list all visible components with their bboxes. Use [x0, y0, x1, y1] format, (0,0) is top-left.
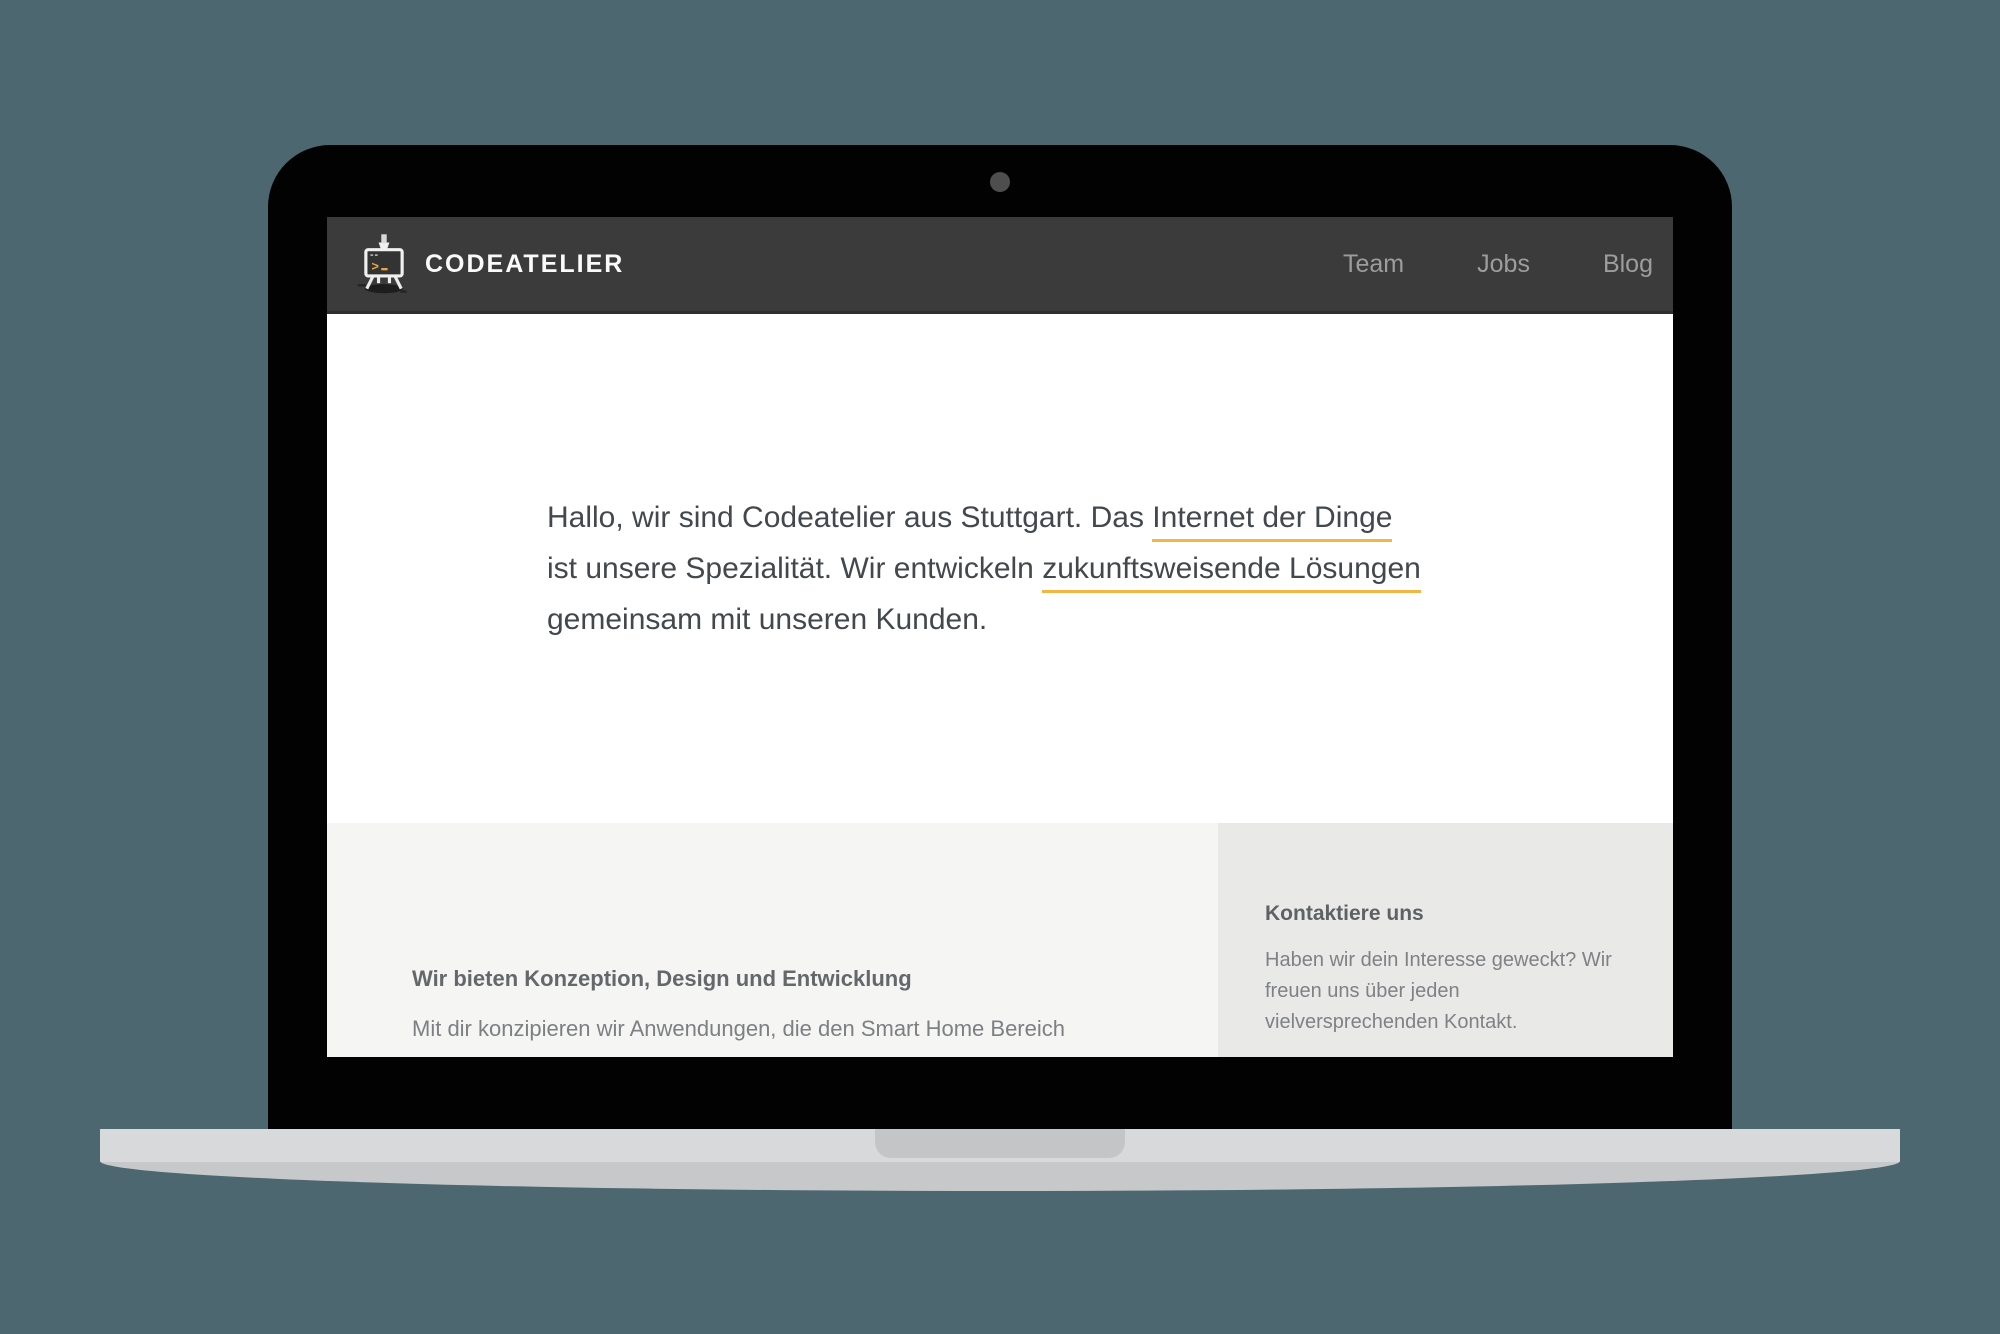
link-internet-der-dinge[interactable]: Internet der Dinge [1152, 501, 1392, 542]
nav-item-team[interactable]: Team [1343, 249, 1405, 278]
services-paragraph: Mit dir konzipieren wir Anwendungen, die den Smart Home Bereich [412, 1016, 1065, 1041]
hero-text-3: gemeinsam mit unseren Kunden. [547, 603, 988, 636]
hero-line-1 [547, 492, 1421, 543]
hero-text-2: ist unsere Spezialität. Wir entwickeln [547, 552, 1034, 585]
hero-line-2 [547, 543, 1421, 594]
logo[interactable] [355, 229, 624, 299]
laptop-frame [268, 145, 1732, 1130]
nav-item-jobs[interactable]: Jobs [1477, 249, 1530, 278]
laptop-base [100, 1129, 1900, 1191]
services-heading: Wir bieten Konzeption, Design und Entwicklung [412, 966, 912, 991]
bottom-row [327, 823, 1673, 1057]
hero-text-1: Hallo, wir sind Codeatelier aus Stuttgart. Das [547, 501, 1144, 534]
logo-text: CODEATELIER [425, 249, 625, 278]
laptop-screen [327, 217, 1673, 1057]
laptop-base-notch [875, 1129, 1125, 1158]
webcam-icon [990, 172, 1010, 192]
hero-line-3 [547, 594, 1421, 645]
contact-heading: Kontaktiere uns [1265, 902, 1424, 925]
easel-logo-icon [355, 233, 413, 299]
hero-headline [547, 492, 1421, 645]
contact-paragraph: Haben wir dein Interesse geweckt? Wir freuen uns über jeden vielversprechenden Kontakt. [1265, 949, 1612, 1033]
hero-section [327, 314, 1673, 823]
svg-text:>: > [371, 259, 379, 275]
nav-item-blog[interactable]: Blog [1602, 249, 1653, 278]
contact-section [1218, 823, 1673, 1057]
link-zukunftsweisende-loesungen[interactable]: zukunftsweisende Lösungen [1042, 552, 1421, 593]
services-section [327, 823, 1218, 1057]
main-nav [1343, 250, 1653, 279]
site-header [327, 217, 1673, 314]
